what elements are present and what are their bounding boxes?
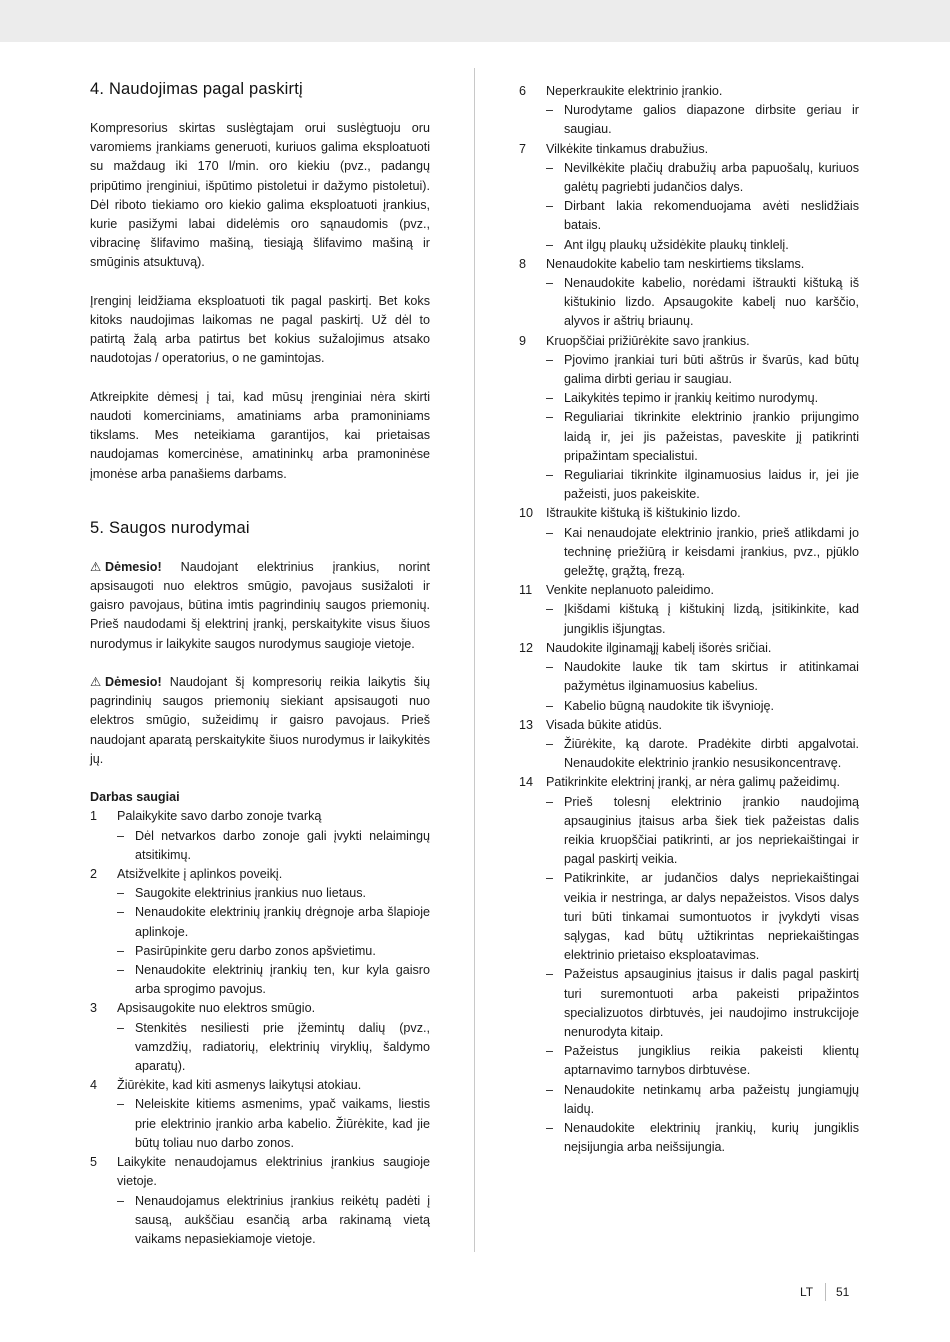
item-heading-text: Žiūrėkite, kad kiti asmenys laikytųsi atokiau.	[117, 1078, 362, 1093]
section-4-paragraph: Įrenginį leidžiama eksploatuoti tik pagal paskirtį. Bet koks kitoks naudojimas laikomas ne pagal paskirtį. Už dėl to patirtą žalą arba patirtus bet kokius sužalojimus atsako naudotojas / operatorius, o ne gamintojas.	[90, 293, 430, 366]
safety-item-heading	[90, 865, 430, 884]
safety-item-heading	[90, 1076, 430, 1095]
left-column	[90, 78, 430, 1249]
safety-item	[519, 581, 859, 639]
page-number: 51	[836, 1285, 850, 1299]
list-dash: –	[546, 410, 554, 425]
item-heading-text: Laikykite nenaudojamus elektrinius įrankius saugioje vietoje.	[117, 1155, 430, 1189]
sub-item-text: Įkišdami kištuką į kištukinį lizdą, įsitikinkite, kad jungiklis išjungtas.	[564, 602, 859, 636]
warning-text: Naudojant šį kompresorių reikia laikytis šių pagrindinių saugos priemonių siekiant apsisaugoti nuo elektros smūgio, sužeidimų ir gaisro pavojaus. Prieš naudojant aparatą perskaitykite šiuos nurodymus ir laikykitės jų.	[90, 675, 430, 766]
item-heading-text: Atsižvelkite į aplinkos poveikį.	[117, 867, 283, 882]
sub-item	[519, 1042, 859, 1080]
warning-label: Dėmesio!	[105, 559, 162, 574]
sub-item-text: Kai nenaudojate elektrinio įrankio, prieš atlikdami jo techninę priežiūrą ir keisdami įrankius, pvz., pjūklo geležtę, grąžtą, frezą.	[564, 525, 859, 579]
sub-item-text: Nenaudokite kabelio, norėdami ištraukti kištuką iš kištukinio lizdo. Apsaugokite kabelį nuo karščio, alyvos ir aštrių briaunų.	[564, 276, 859, 329]
right-column	[519, 82, 859, 1157]
safety-item	[90, 807, 430, 865]
top-band	[0, 0, 950, 42]
warning-triangle-icon: ⚠	[90, 559, 102, 574]
item-number: 7	[519, 141, 527, 156]
item-number: 3	[90, 1001, 98, 1016]
item-number: 11	[519, 583, 533, 598]
list-dash: –	[546, 736, 554, 751]
sub-item	[519, 1081, 859, 1119]
safety-list-right	[519, 82, 859, 1157]
section-4-title: 4. Naudojimas pagal paskirtį	[90, 80, 303, 98]
sub-item	[519, 735, 859, 773]
sub-item	[519, 524, 859, 582]
item-number: 1	[90, 809, 98, 824]
safety-item	[519, 716, 859, 774]
list-dash: –	[546, 602, 554, 617]
safety-list-left	[90, 807, 430, 1249]
list-dash: –	[546, 794, 554, 809]
sub-item-text: Kabelio būgną naudokite tik išvynioję.	[564, 698, 775, 713]
safety-item-heading	[90, 1153, 430, 1191]
safety-item	[519, 255, 859, 332]
item-number: 4	[90, 1078, 98, 1093]
sub-item-text: Dirbant lakia rekomenduojama avėti neslidžiais batais.	[564, 199, 859, 233]
sub-item	[90, 903, 430, 941]
list-dash: –	[117, 1020, 125, 1035]
sub-item-text: Nenaudokite netinkamų arba pažeistų jungiamųjų laidų.	[564, 1082, 859, 1116]
item-number: 14	[519, 775, 534, 790]
safety-item-heading	[519, 140, 859, 159]
item-number: 5	[90, 1155, 98, 1170]
item-number: 9	[519, 333, 527, 348]
item-number: 10	[519, 506, 534, 521]
sub-item	[519, 236, 859, 255]
sub-item-text: Nenaudokite elektrinių įrankių ten, kur kyla gaisro arba sprogimo pavojus.	[135, 963, 430, 997]
sub-item-text: Pažeistus jungiklius reikia pakeisti klientų aptarnavimo tarnybos dirbtuvėse.	[564, 1044, 859, 1078]
sub-item-text: Patikrinkite, ar judančios dalys nepriekaištingai veikia ir nestringa, ar dalys nepažeistos. Visos dalys turi būti tinkamai sumontuotos ir įvykdyti visas sąlygas, kad būtų užtikrintas nepriekaištingas elektrinio prietaiso eksploatavimas.	[564, 871, 859, 963]
list-dash: –	[546, 871, 554, 886]
sub-item	[519, 197, 859, 235]
sub-item-text: Reguliariai tikrinkite ilginamuosius laidus ir, jei jie pažeisti, juos pakeiskite.	[564, 468, 859, 502]
item-number: 8	[519, 256, 527, 271]
sub-item	[519, 351, 859, 389]
list-dash: –	[546, 276, 554, 291]
item-heading-text: Patikrinkite elektrinį įrankį, ar nėra galimų pažeidimų.	[546, 775, 840, 790]
list-dash: –	[546, 160, 554, 175]
section-5-title: 5. Saugos nurodymai	[90, 518, 250, 537]
sub-item-text: Pjovimo įrankiai turi būti aštrūs ir švarūs, kad būtų galima dirbti geriau ir saugiau.	[564, 352, 859, 387]
list-dash: –	[546, 698, 554, 713]
sub-item-text: Prieš tolesnį elektrinio įrankio naudojimą apsauginius įtaisus arba šiek tiek pažeistas dalis reikia kruopščiai patikrinti, ar jos nepriekaištingai ir pagal paskirtį veikia.	[564, 794, 859, 867]
sub-item	[90, 961, 430, 999]
safety-item-heading	[519, 639, 859, 658]
item-heading-text: Nenaudokite kabelio tam neskirtiems tikslams.	[546, 256, 805, 271]
sub-item	[519, 1119, 859, 1157]
warning-paragraph	[90, 558, 430, 654]
sub-item	[519, 793, 859, 870]
safety-item-heading	[90, 999, 430, 1018]
warning-label: Dėmesio!	[105, 675, 162, 690]
list-dash: –	[546, 468, 554, 483]
list-dash: –	[546, 1082, 554, 1097]
sub-item-text: Stenkitės nesiliesti prie įžemintų dalių (pvz., vamzdžių, radiatorių, elektrinių viryklių, šaldymo aparatų).	[135, 1020, 430, 1074]
safety-item	[519, 332, 859, 505]
list-dash: –	[546, 391, 554, 406]
sub-item-text: Pasirūpinkite geru darbo zonos apšvietimu.	[135, 943, 376, 958]
safety-item-heading	[519, 332, 859, 351]
sub-item-text: Saugokite elektrinius įrankius nuo lietaus.	[135, 886, 367, 901]
list-dash: –	[117, 1193, 125, 1208]
safety-item	[519, 140, 859, 255]
sub-item	[90, 1095, 430, 1153]
list-dash: –	[117, 828, 125, 843]
safety-item	[519, 773, 859, 1157]
list-dash: –	[546, 352, 554, 367]
sub-item-text: Pažeistus apsauginius įtaisus ir dalis pagal paskirtį turi suremontuoti arba pakeisti pripažintos specializuotos dirbtuvės, jei naudojimo instrukcijoje nenurodyta kitaip.	[564, 967, 859, 1039]
list-dash: –	[546, 660, 554, 675]
safety-item-heading	[519, 504, 859, 523]
item-number: 6	[519, 84, 527, 98]
sub-item	[519, 408, 859, 466]
safety-item	[519, 639, 859, 716]
sub-item-text: Nenaudojamus elektrinius įrankius reikėtų padėti į sausą, aukščiau esančią arba rakinamą vietą vaikams nepasiekiamoje vietoje.	[135, 1193, 430, 1246]
safety-item	[519, 82, 859, 140]
list-dash: –	[546, 525, 554, 540]
sub-item	[90, 827, 430, 865]
list-dash: –	[546, 967, 554, 982]
list-dash: –	[546, 1044, 554, 1059]
sub-item	[519, 697, 859, 716]
item-heading-text: Palaikykite savo darbo zonoje tvarką	[117, 809, 322, 824]
section-4-paragraph: Atkreipkite dėmesį į tai, kad mūsų įrenginiai nėra skirti naudoti komerciniams, amatiniams arba pramoniniams tikslams. Mes neteikiama garantijos, kai prietaisas naudojamas komercinėse, amatininkų arba pramoninėse įmonėse arba panašiems darbams.	[90, 389, 430, 481]
sub-item-text: Žiūrėkite, ką darote. Pradėkite dirbti apgalvotai. Nenaudokite elektrinio įrankio nesusikoncentravę.	[564, 736, 859, 771]
sub-item-text: Naudokite lauke tik tam skirtus ir atitinkamai pažymėtus ilginamuosius kabelius.	[564, 660, 859, 694]
sub-item-text: Reguliariai tikrinkite elektrinio įrankio prijungimo laidą ir, jei jis pažeistas, paveskite jį patikrinti pripažintam specialistui.	[564, 410, 859, 463]
sub-item	[519, 274, 859, 332]
safety-item	[90, 1076, 430, 1153]
sub-item-text: Nevilkėkite plačių drabužių arba papuošalų, kuriuos galėtų pagriebti judančios dalys.	[564, 160, 859, 195]
sub-item	[90, 1019, 430, 1077]
safety-item	[90, 999, 430, 1076]
item-number: 13	[519, 717, 534, 732]
item-number: 12	[519, 640, 534, 655]
list-dash: –	[117, 963, 125, 978]
sub-item	[519, 869, 859, 965]
sub-item	[519, 658, 859, 696]
sub-item	[519, 389, 859, 408]
sub-item-text: Neleiskite kitiems asmenims, ypač vaikams, liestis prie elektrinio įrankio arba kabelio. Žiūrėkite, kad jie būtų toliau nuo darbo zonos.	[135, 1097, 430, 1150]
sub-item-text: Ant ilgų plaukų užsidėkite plaukų tinklelį.	[564, 237, 789, 252]
item-heading-text: Ištraukite kištuką iš kištukinio lizdo.	[546, 506, 741, 521]
item-heading-text: Naudokite ilginamąjį kabelį išorės sričiai.	[546, 640, 772, 655]
sub-item	[519, 466, 859, 504]
warning-text: Naudojant elektrinius įrankius, norint apsisaugoti nuo elektros smūgio, pavojaus susižaloti ir gaisro pavojaus, būtina imtis pagrindinių saugos priemonių. Prieš naudodami šį elektrinį įrankį, perskaitykite visus šiuos nurodymus ir laikykite saugos nurodymus saugioje vietoje.	[90, 559, 430, 651]
sub-item	[519, 600, 859, 638]
item-number: 2	[90, 867, 98, 882]
list-dash: –	[117, 1097, 125, 1112]
item-heading-text: Venkite neplanuoto paleidimo.	[546, 583, 715, 598]
safe-work-subheading: Darbas saugiai	[90, 790, 180, 805]
safety-item-heading	[519, 82, 859, 101]
sub-item	[90, 884, 430, 903]
sub-item	[519, 159, 859, 197]
sub-item-text: Laikykitės tepimo ir įrankių keitimo nurodymų.	[564, 391, 819, 406]
list-dash: –	[546, 237, 554, 252]
item-heading-text: Kruopščiai prižiūrėkite savo įrankius.	[546, 333, 750, 348]
sub-item	[519, 101, 859, 139]
footer-separator	[825, 1283, 826, 1301]
sub-item-text: Dėl netvarkos darbo zonoje gali įvykti nelaimingų atsitikimų.	[135, 828, 430, 862]
list-dash: –	[546, 103, 554, 118]
list-dash: –	[117, 886, 125, 901]
safety-item-heading	[519, 716, 859, 735]
list-dash: –	[546, 1120, 554, 1135]
safety-item-heading	[519, 581, 859, 600]
language-code: LT	[800, 1285, 814, 1299]
list-dash: –	[546, 199, 554, 214]
safety-item-heading	[519, 255, 859, 274]
section-4-paragraph: Kompresorius skirtas suslėgtajam orui suslėgtuoju oru varomiems įrankiams generuoti, kuriuos galima eksploatuoti su maždaug iki 170 l/min. oro kiekiu (pvz., padangų pripūtimo įrenginiui, išpūtimo pistoletui ir dažymo pistoletui). Dėl riboto tiekiamo oro kiekio galima eksploatuoti įrankius, kurie pasižymi labai didelėmis oro sąnaudomis (pvz., vibracinę šlifavimo mašiną, tiesiąją šlifavimo mašiną ir smūginis atsuktuvą).	[90, 121, 430, 270]
item-heading-text: Neperkraukite elektrinio įrankio.	[546, 84, 723, 98]
item-heading-text: Vilkėkite tinkamus drabužius.	[546, 141, 709, 156]
column-divider	[474, 68, 475, 1252]
sub-item	[519, 965, 859, 1042]
list-dash: –	[117, 905, 125, 920]
safety-item-heading	[519, 773, 859, 792]
sub-item	[90, 1192, 430, 1250]
warning-triangle-icon: ⚠	[90, 675, 102, 690]
safety-item	[90, 1153, 430, 1249]
item-heading-text: Visada būkite atidūs.	[546, 717, 662, 732]
page-footer	[800, 1283, 849, 1301]
safety-item-heading	[90, 807, 430, 826]
sub-item-text: Nurodytame galios diapazone dirbsite geriau ir saugiau.	[564, 103, 859, 137]
sub-item	[90, 942, 430, 961]
sub-item-text: Nenaudokite elektrinių įrankių drėgnoje arba šlapioje aplinkoje.	[135, 905, 430, 939]
safety-item	[90, 865, 430, 999]
list-dash: –	[117, 943, 125, 958]
warning-paragraph	[90, 673, 430, 769]
safety-item	[519, 504, 859, 581]
sub-item-text: Nenaudokite elektrinių įrankių, kurių jungiklis neįsijungia arba neišsijungia.	[564, 1120, 859, 1155]
item-heading-text: Apsisaugokite nuo elektros smūgio.	[117, 1001, 316, 1016]
